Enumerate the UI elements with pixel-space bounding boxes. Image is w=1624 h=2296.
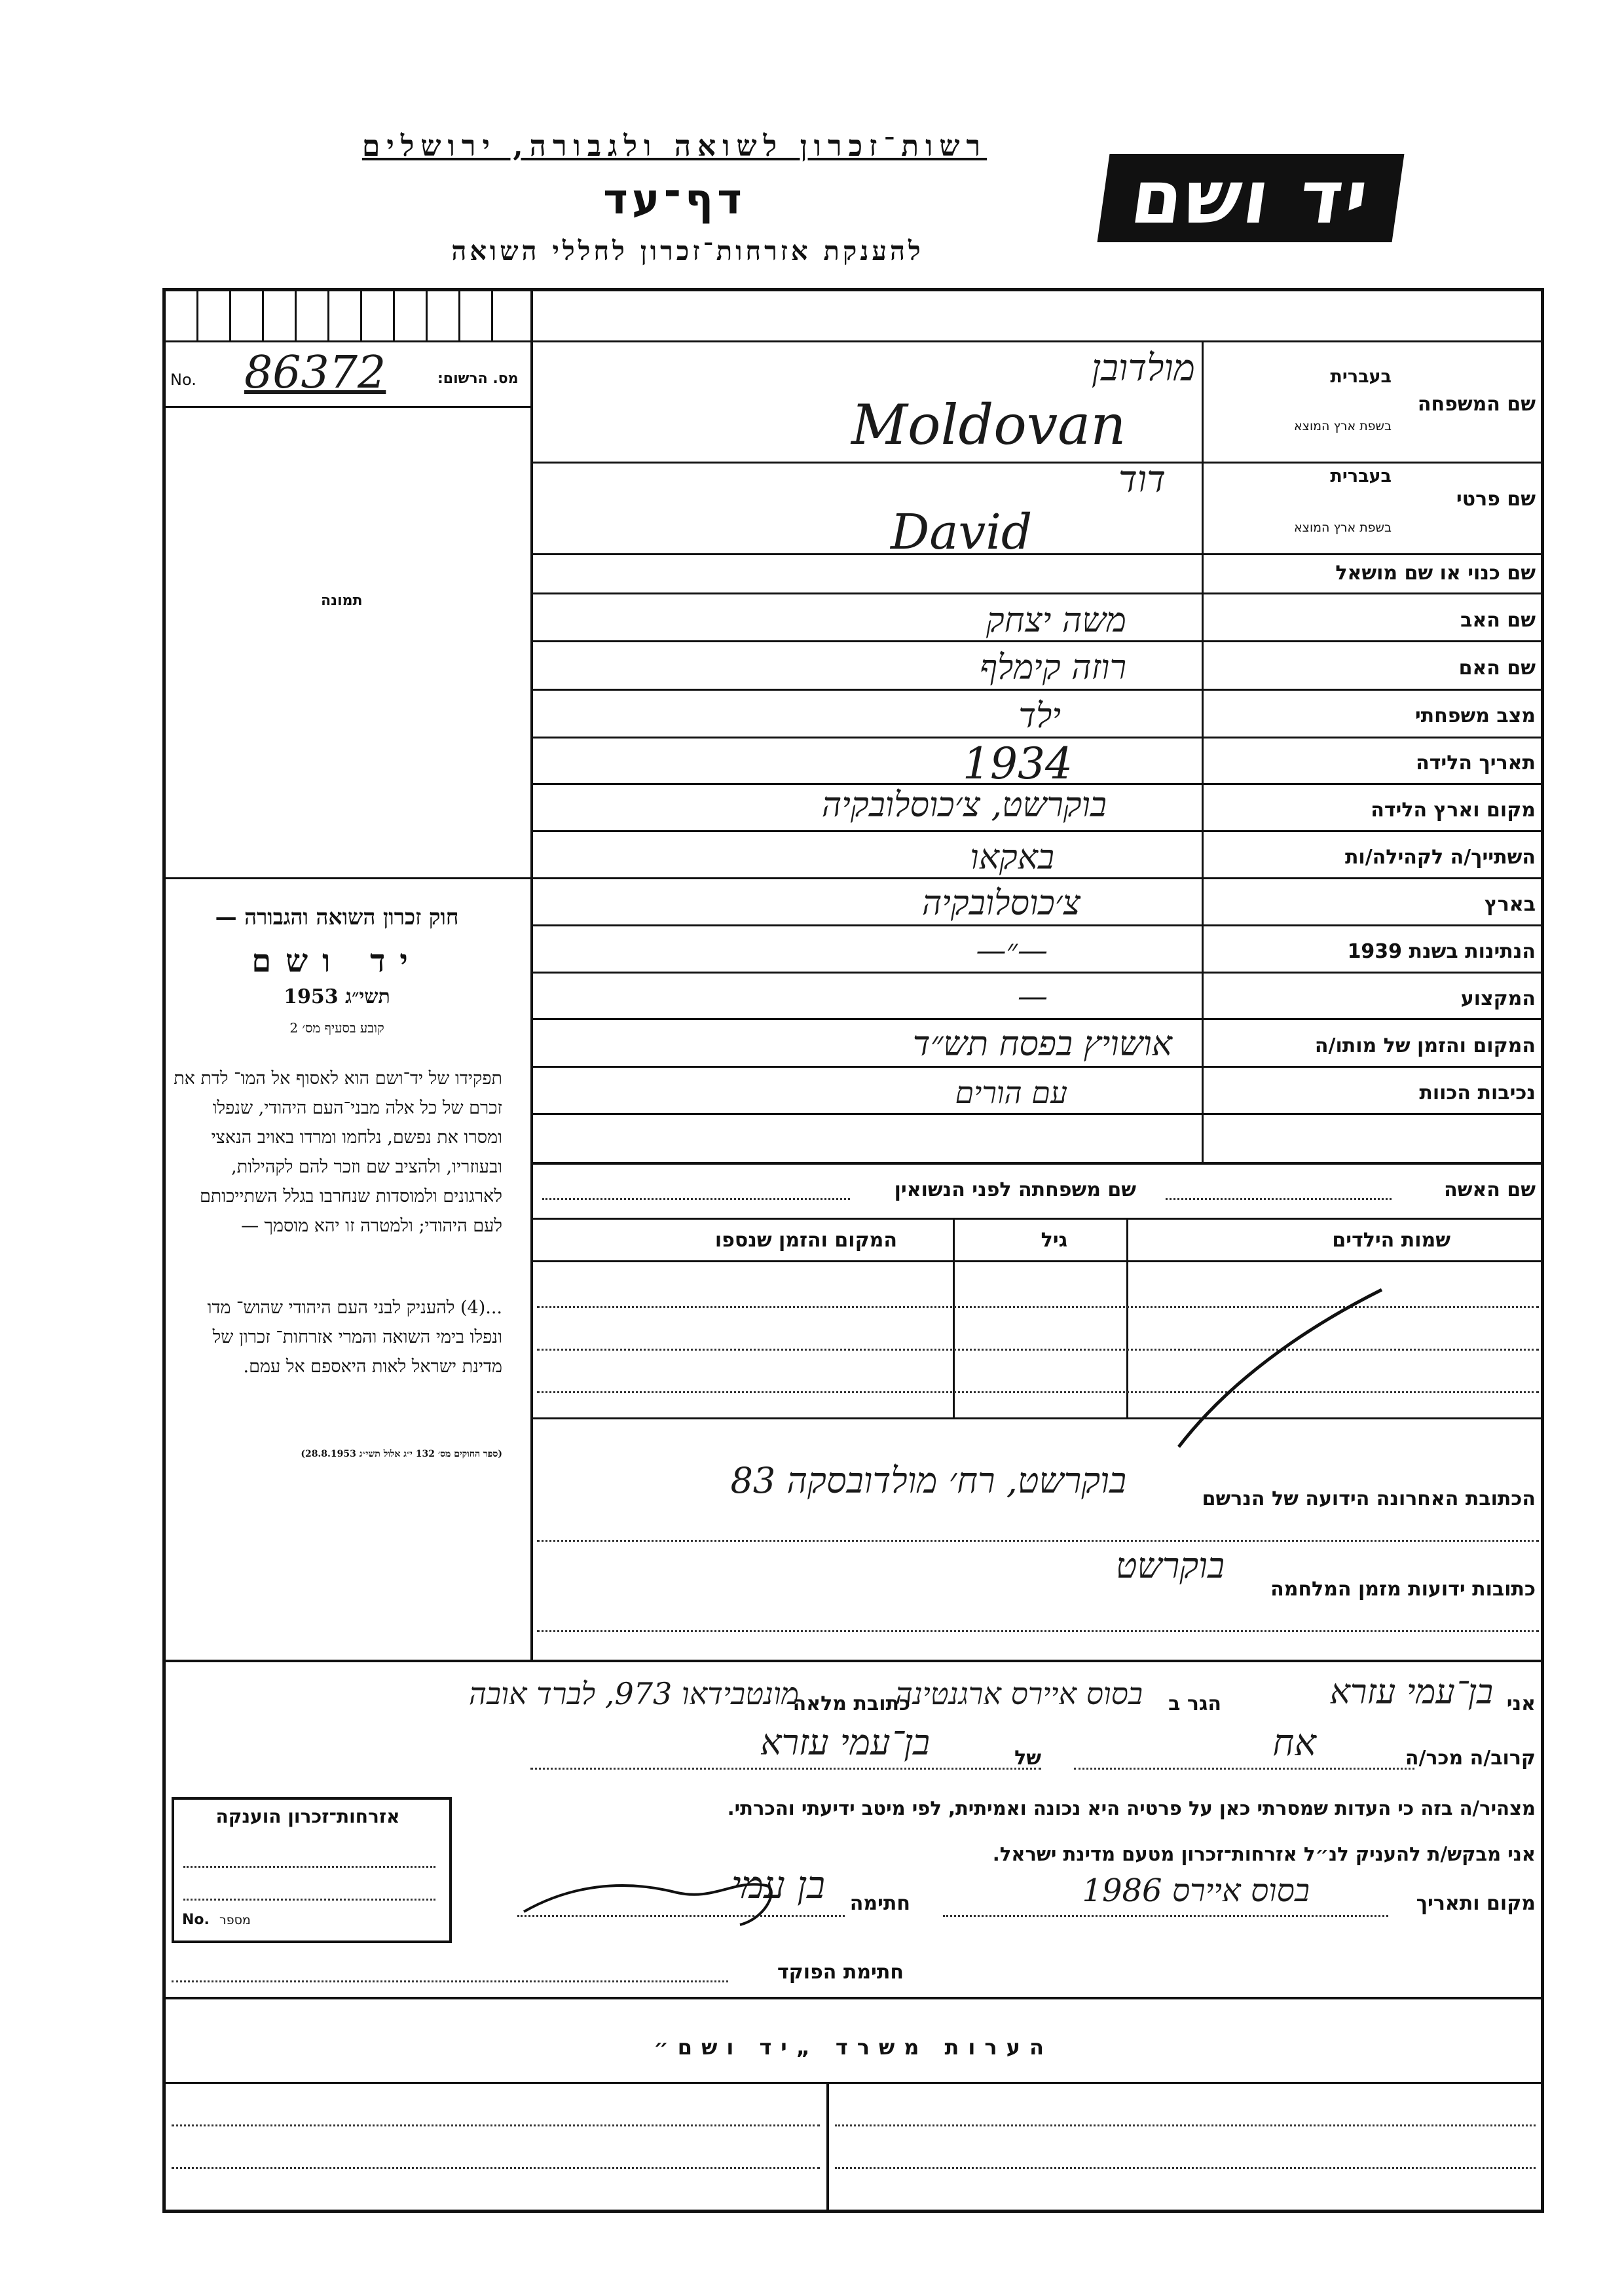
authority-line: רשות־זכרון לשואה ולגבורה, ירושלים xyxy=(361,130,987,163)
of-label: של xyxy=(1014,1747,1041,1770)
wife-line xyxy=(1166,1198,1392,1200)
citizenship-box-no-he: מספר xyxy=(219,1913,251,1927)
children-names-header: שמות הילדים xyxy=(1332,1229,1450,1252)
maiden-line xyxy=(542,1198,850,1200)
grid-cell xyxy=(426,291,428,340)
form-title: דף־עד xyxy=(603,175,746,224)
declarant-i-label: אני xyxy=(1506,1692,1536,1715)
first-name-origin-label: בשפת ארץ המוצא xyxy=(1293,520,1392,535)
family-name-origin-label: בשפת ארץ המוצא xyxy=(1293,419,1392,433)
family-name-hebrew-label: בעברית xyxy=(1330,367,1392,387)
law-paragraph-2: ...(4) להעניק לבני העם היהודי שהוש־ מדו ונפלו בימי השואה והמרי אזרחות־ זכרון של מדינת ישראל לאות היאספם אל עמם. xyxy=(207,1298,502,1377)
notes-top-line xyxy=(162,1997,1544,1999)
citizenship-box-line xyxy=(183,1866,435,1868)
grid-cell xyxy=(491,291,493,340)
grid-cell xyxy=(295,291,297,340)
maiden-name-label: שם משפחתה לפני הנשואין xyxy=(894,1178,1136,1201)
row-line xyxy=(532,553,1544,555)
row-line xyxy=(532,1113,1544,1115)
cross-out-stroke xyxy=(1166,1283,1388,1453)
marital-status-value: ילד xyxy=(1018,697,1061,736)
death-value: אושויץ בפסח תש״ד xyxy=(912,1025,1172,1064)
row-line xyxy=(532,1066,1544,1068)
law-paragraph-1: תפקידו של יד־ושם הוא לאסוף אל המו־ לדת את זכרם של כל אלה מבני־העם היהודי, שנפלו ומסרו את נפשם, נלחמו ומרדו באויב הנאצי ובעוזריו, ולהציב שם וזכר להם לקהילות, לארגונים ולמוסדות שנחרבו בגלל השתייכותם לעם היהודי; ולמטרה זו יהא מוסמך — xyxy=(174,1068,502,1236)
first-name-hebrew-value: דוד xyxy=(1118,458,1166,501)
notes-divider xyxy=(826,2084,829,2212)
declarant-name: בן־עמי עזרא xyxy=(1329,1673,1493,1712)
row-line xyxy=(532,1018,1544,1020)
children-bottom-line xyxy=(532,1417,1544,1419)
place-date-label: מקום ותאריך xyxy=(1416,1892,1536,1915)
last-address-label: הכתובת האחרונה הידועה של הנרשם xyxy=(1202,1487,1536,1510)
row-line xyxy=(532,640,1544,642)
signature-value: בן עמי xyxy=(731,1863,825,1907)
label-divider xyxy=(1202,340,1204,1162)
spouse-bottom-line xyxy=(532,1218,1544,1220)
registration-label-en: No. xyxy=(170,371,196,389)
relation-line xyxy=(1074,1768,1414,1770)
yad-vashem-logo: יד ושם xyxy=(1098,154,1405,242)
first-name-origin-value: David xyxy=(891,504,1033,560)
row-line xyxy=(532,1162,1544,1165)
grid-cell xyxy=(393,291,395,340)
children-fate-header: המקום והזמן שנספו xyxy=(714,1229,897,1252)
death-label: המקום והזמן של מותו/ה xyxy=(1314,1034,1536,1057)
citizenship-box-no-en: No. xyxy=(182,1912,210,1928)
law-clause: קובע בסעיף מס׳ 2 xyxy=(289,1020,384,1036)
forces-value: עם הורים xyxy=(955,1075,1067,1110)
row-line xyxy=(532,972,1544,974)
children-row-line xyxy=(537,1391,1539,1393)
law-source: (ספר החוקים מס׳ 132 י״ג אלול תשי״ג 28.8.1953) xyxy=(301,1449,502,1459)
registration-row xyxy=(162,347,529,399)
grid-cell xyxy=(229,291,231,340)
signature-label: חתימה xyxy=(849,1892,910,1915)
birth-date-label: תאריך הלידה xyxy=(1416,752,1536,774)
country-label: בארץ xyxy=(1484,893,1536,916)
row-line xyxy=(532,830,1544,832)
reg-line xyxy=(162,406,532,408)
mother-label: שם האם xyxy=(1458,657,1536,680)
grid-cell xyxy=(360,291,362,340)
citizenship-1939-value: —״— xyxy=(976,932,1048,968)
first-name-hebrew-label: בעברית xyxy=(1330,466,1392,486)
signature-scribble xyxy=(517,1866,792,1938)
address-line xyxy=(537,1540,1539,1542)
of-line xyxy=(530,1768,1041,1770)
registration-label-he: מס. הרשום: xyxy=(437,371,519,387)
row-line xyxy=(532,689,1544,691)
declaration-2: אני מבקש/ת להעניק לנ״ל אזרחות־זכרון מטעם מדינת ישראל. xyxy=(992,1843,1536,1865)
children-row-line xyxy=(537,1349,1539,1351)
children-row-line xyxy=(537,1306,1539,1308)
community-label: השתייך/ה לקהילה/ות xyxy=(1344,846,1536,869)
declarant-address-label: כתובת מלאה xyxy=(792,1692,910,1715)
form-subtitle: להענקת אזרחות־זכרון לחללי השואה xyxy=(451,236,924,266)
officer-line xyxy=(172,1980,728,1982)
father-label: שם האב xyxy=(1460,609,1536,632)
war-address-label: כתובות ידועות מזמן המלחמה xyxy=(1270,1578,1536,1601)
of-value: בן־עמי עזרא xyxy=(760,1722,930,1763)
family-name-origin-value: Moldovan xyxy=(851,393,1126,457)
grid-cell xyxy=(262,291,264,340)
place-date-value: בסוס איירס 1986 xyxy=(1082,1872,1310,1909)
forces-label: נכיבות הכוות xyxy=(1419,1082,1536,1104)
row-line xyxy=(532,924,1544,926)
father-value: משה יצחק xyxy=(986,601,1126,640)
registration-number: 86372 xyxy=(244,347,386,399)
law-name: יד ושם xyxy=(251,943,422,979)
citizenship-1939-label: הנתינות בשנת 1939 xyxy=(1347,940,1536,963)
officer-signature-label: חתימת הפוקד xyxy=(777,1961,904,1984)
profession-value: — xyxy=(1018,978,1048,1013)
declarant-resides-label: הגר ב xyxy=(1168,1692,1221,1715)
top-row-line xyxy=(162,340,1544,342)
relation-label: קרוב/ה מכר/ה xyxy=(1405,1747,1536,1770)
declaration-1: מצהיר/ה בזה כי העדות שמסרתי כאן על פרטיה היא נכונה ואמיתית, לפי מיטב ידיעתי והכרתי. xyxy=(727,1797,1536,1819)
children-col-line xyxy=(953,1218,955,1417)
column-divider xyxy=(530,288,533,1660)
declarant-residence: בסוס איירס ארגנטינה xyxy=(895,1676,1143,1711)
place-date-line xyxy=(943,1915,1388,1917)
row-line xyxy=(532,877,1544,879)
community-value: באקאו xyxy=(970,838,1054,877)
notes-row-line xyxy=(835,2167,1536,2169)
law-title: חוק זכרון השואה והגבורה — xyxy=(215,904,459,930)
notes-line xyxy=(162,2082,1544,2084)
row-line xyxy=(532,592,1544,594)
row-line xyxy=(532,462,1544,464)
grid-cell xyxy=(327,291,329,340)
family-name-hebrew-value: מולדובן xyxy=(1091,347,1195,390)
citizenship-box-title: אזרחות־זכרון הוענקה xyxy=(215,1806,400,1827)
marital-status-label: מצב משפחתי xyxy=(1414,704,1536,727)
family-name-label: שם המשפחה xyxy=(1417,393,1536,416)
last-address-value: בוקרשט, רח׳ מולדובסקה 83 xyxy=(730,1460,1126,1501)
children-age-header: גיל xyxy=(1041,1229,1067,1252)
law-year: תשי״ג 1953 xyxy=(284,985,390,1008)
grid-cell xyxy=(458,291,460,340)
children-col-line xyxy=(1126,1218,1128,1417)
birth-place-label: מקום וארץ הלידה xyxy=(1371,799,1536,822)
relation-value: אח xyxy=(1272,1722,1316,1764)
profession-label: המקצוע xyxy=(1460,987,1536,1010)
notes-row-line xyxy=(172,2167,820,2169)
children-header-line xyxy=(532,1260,1544,1262)
wife-label: שם האשה xyxy=(1444,1178,1536,1201)
war-address-value: בוקרשט xyxy=(1115,1545,1225,1586)
country-value: צ׳כוסלובקיה xyxy=(921,884,1080,923)
citizenship-box-line xyxy=(183,1899,435,1901)
photo-label: תמונה xyxy=(321,592,363,609)
declarant-address: מונטבידאו 973, לברד אובה xyxy=(469,1676,799,1711)
nickname-label: שם כנוי או שם מושאל xyxy=(1335,562,1536,585)
birth-place-value: בוקרשט, צ׳כוסלובקיה xyxy=(821,786,1107,825)
birth-date-value: 1934 xyxy=(963,738,1073,789)
grid-cell xyxy=(196,291,198,340)
office-notes-title: הערות משרד „יד ושם״ xyxy=(654,2035,1053,2060)
declaration-top-line xyxy=(162,1660,1544,1662)
notes-row-line xyxy=(172,2124,820,2126)
first-name-label: שם פרטי xyxy=(1456,488,1536,511)
notes-row-line xyxy=(835,2124,1536,2126)
address-line xyxy=(537,1630,1539,1632)
mother-value: רוזה קימלף xyxy=(980,648,1126,687)
law-top-line xyxy=(162,877,532,879)
